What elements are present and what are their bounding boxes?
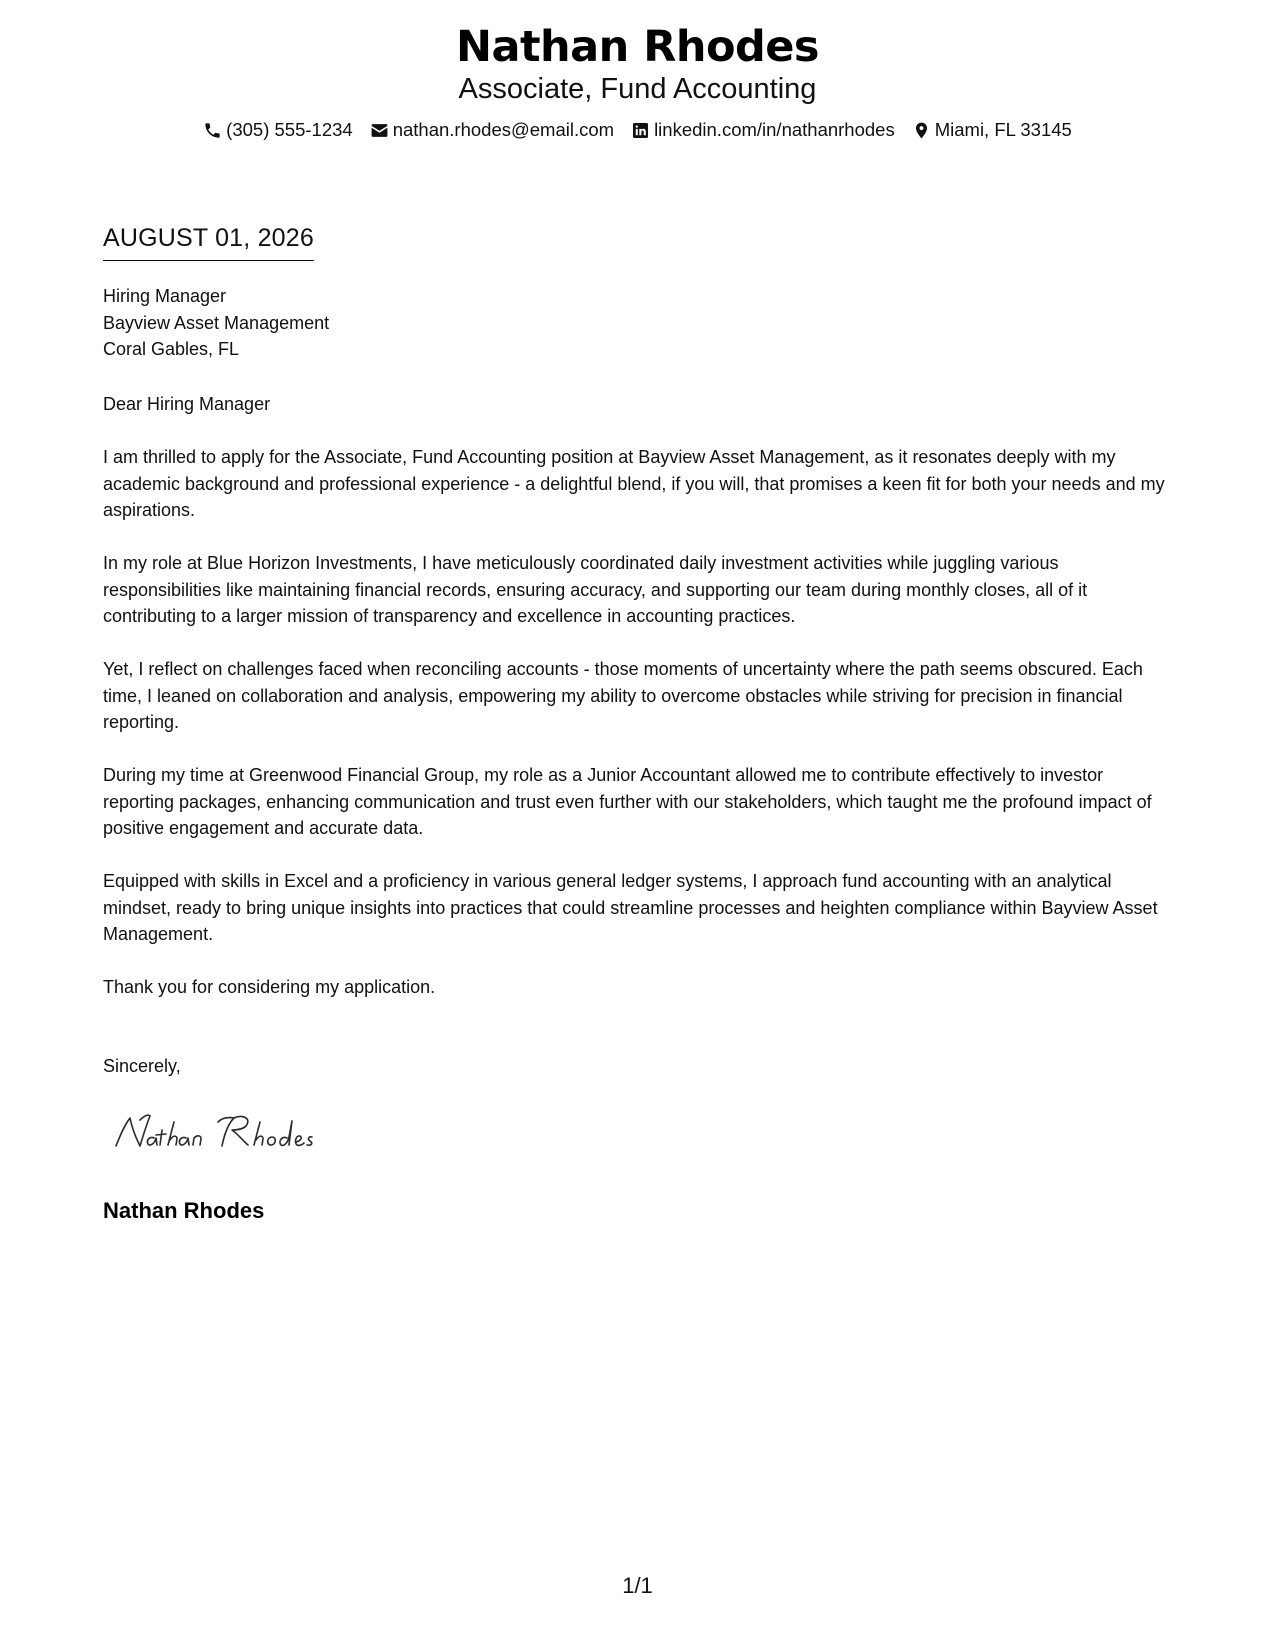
body-paragraph: Yet, I reflect on challenges faced when reconciling accounts - those moments of uncertainty where the path seems obscured. Each time, I leaned on collaboration and analysis, empowering my ability to overcome obstacles while striving for precision in financial reporting. — [103, 659, 1143, 732]
email-text: nathan.rhodes@email.com — [392, 119, 615, 140]
contact-location — [912, 118, 1072, 142]
recipient-location: Coral Gables, FL — [103, 339, 240, 359]
envelope-icon — [370, 121, 389, 140]
letter-date: AUGUST 01, 2026 — [103, 222, 314, 261]
recipient-block — [103, 283, 1173, 363]
letter-header — [0, 20, 1275, 142]
location-text: Miami, FL 33145 — [934, 119, 1072, 140]
phone-text: (305) 555-1234 — [226, 119, 353, 140]
body-paragraph: I am thrilled to apply for the Associate, Fund Accounting position at Bayview Asset Management, as it resonates deeply with my academic background and professional experience - a delightful blend, if you will, that promises a keen fit for both your needs and my aspirations. — [103, 447, 1165, 520]
salutation: Dear Hiring Manager — [103, 394, 271, 414]
contact-email — [370, 118, 614, 142]
contact-linkedin — [631, 118, 895, 142]
signed-name: Nathan Rhodes — [103, 1198, 265, 1223]
contact-phone — [203, 118, 353, 142]
closing: Sincerely, — [103, 1056, 181, 1076]
contact-bar — [0, 118, 1275, 142]
page-number: 1/1 — [622, 1573, 653, 1598]
linkedin-icon — [631, 121, 650, 140]
body-paragraph: During my time at Greenwood Financial Group, my role as a Junior Accountant allowed me to contribute effectively to investor reporting packages, enhancing communication and trust even further with our stakeholders, which taught me the profound impact of positive engagement and accurate data. — [103, 765, 1152, 838]
body-paragraph: In my role at Blue Horizon Investments, I have meticulously coordinated daily investment activities while juggling various responsibilities like maintaining financial records, ensuring accuracy, and supporting our team during monthly closes, all of it contributing to a larger mission of transparency and excellence in accounting practices. — [103, 553, 1088, 626]
body-paragraph: Equipped with skills in Excel and a proficiency in various general ledger systems, I approach fund accounting with an analytical mindset, ready to bring unique insights into practices that could streamline processes and heighten compliance within Bayview Asset Management. — [103, 871, 1158, 944]
handwritten-signature — [110, 1108, 370, 1158]
map-pin-icon — [912, 121, 931, 140]
applicant-title: Associate, Fund Accounting — [458, 73, 817, 105]
phone-icon — [203, 121, 222, 140]
body-paragraph: Thank you for considering my application. — [103, 977, 436, 997]
linkedin-text: linkedin.com/in/nathanrhodes — [654, 119, 895, 140]
applicant-name: Nathan Rhodes — [455, 22, 820, 72]
recipient-name: Hiring Manager — [103, 286, 227, 306]
recipient-company: Bayview Asset Management — [103, 312, 330, 333]
